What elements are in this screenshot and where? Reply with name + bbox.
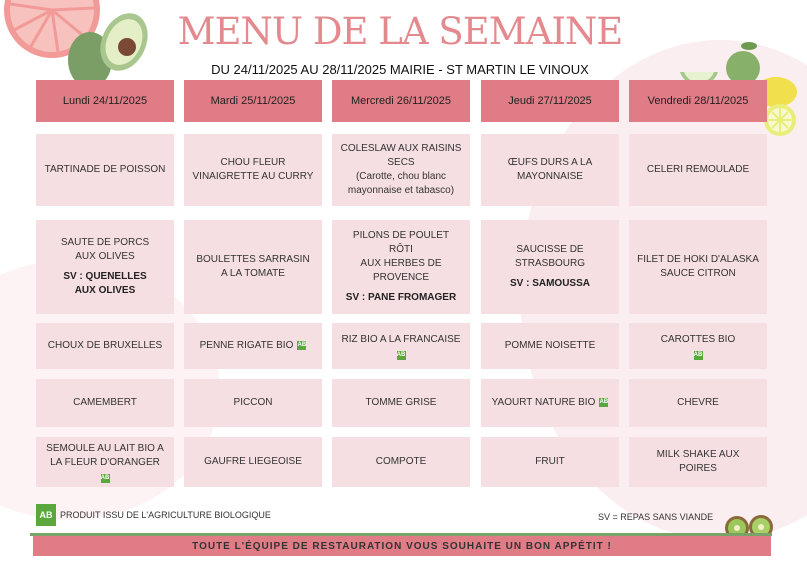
starter-cell — [629, 134, 767, 206]
dish-label: PICCON — [233, 397, 273, 408]
main-cell — [629, 220, 767, 314]
vegetarian-alternative: SV : PANE FROMAGER — [345, 292, 457, 303]
cheese-cell — [184, 379, 322, 427]
vegetarian-alternative: SV : QUENELLES AUX OLIVES — [63, 271, 147, 296]
dish-label: CHEVRE — [677, 397, 719, 408]
cheese-cell — [629, 379, 767, 427]
organic-logo-icon: AB — [36, 504, 56, 526]
dish-label: MILK SHAKE AUX POIRES — [656, 449, 740, 474]
dish-label: COLESLAW AUX RAISINS SECS (Carotte, chou blanc mayonnaise et tabasco) — [340, 143, 462, 196]
dessert-cell — [184, 437, 322, 487]
dish-label: CAROTTES BIO — [660, 333, 736, 345]
day-header: Mercredi 26/11/2025 — [332, 80, 470, 122]
side-cell — [629, 323, 767, 369]
vegetarian-alternative: SV : SAMOUSSA — [509, 278, 590, 289]
dish-label: CAMEMBERT — [73, 397, 137, 408]
cheese-cell — [481, 379, 619, 427]
dish-label: POMME NOISETTE — [504, 340, 596, 351]
dish-label: FRUIT — [535, 456, 565, 467]
dish-label: PENNE RIGATE BIO — [199, 340, 294, 351]
main-cell — [184, 220, 322, 314]
starter-cell — [36, 134, 174, 206]
main-cell — [36, 220, 174, 314]
avocado-icon — [64, 8, 154, 88]
footer-banner: TOUTE L'ÉQUIPE DE RESTAURATION VOUS SOUHAITE UN BON APPÉTIT ! — [33, 536, 771, 556]
page-subtitle: DU 24/11/2025 AU 28/11/2025 MAIRIE - ST MARTIN LE VINOUX — [211, 62, 589, 77]
cheese-cell — [332, 379, 470, 427]
organic-label-icon: AB — [693, 351, 703, 358]
dish-label: SEMOULE AU LAIT BIO A LA FLEUR D'ORANGER — [46, 442, 164, 468]
organic-label-icon: AB — [599, 398, 609, 405]
day-header: Jeudi 27/11/2025 — [481, 80, 619, 122]
day-header: Mardi 25/11/2025 — [184, 80, 322, 122]
cheese-cell — [36, 379, 174, 427]
dish-label: RIZ BIO A LA FRANCAISE — [341, 333, 461, 345]
dish-label: CHOUX DE BRUXELLES — [47, 340, 163, 351]
dessert-cell — [332, 437, 470, 487]
day-header: Vendredi 28/11/2025 — [629, 80, 767, 122]
day-header: Lundi 24/11/2025 — [36, 80, 174, 122]
dish-label: ŒUFS DURS A LA MAYONNAISE — [507, 157, 593, 182]
sv-legend: SV = REPAS SANS VIANDE — [598, 512, 714, 522]
page-title: MENU DE LA SEMAINE — [177, 10, 623, 53]
dish-label: TOMME GRISE — [365, 397, 437, 408]
starter-cell — [184, 134, 322, 206]
dish-label: FILET DE HOKI D'ALASKA SAUCE CITRON — [637, 254, 759, 279]
organic-legend — [36, 504, 271, 526]
main-cell — [481, 220, 619, 314]
dessert-cell — [36, 437, 174, 487]
dish-label: TARTINADE DE POISSON — [44, 164, 166, 175]
dish-label: CELERI REMOULADE — [646, 164, 750, 175]
dish-label: GAUFRE LIEGEOISE — [204, 456, 302, 467]
organic-label-icon: AB — [100, 474, 110, 481]
dish-label: SAUTE DE PORCS AUX OLIVES — [60, 237, 150, 262]
side-cell — [36, 323, 174, 369]
dessert-cell — [629, 437, 767, 487]
side-cell — [481, 323, 619, 369]
main-cell — [332, 220, 470, 314]
dish-label: YAOURT NATURE BIO — [491, 397, 596, 408]
organic-label-icon: AB — [297, 341, 307, 348]
starter-cell — [481, 134, 619, 206]
organic-legend-text: PRODUIT ISSU DE L'AGRICULTURE BIOLOGIQUE — [60, 510, 271, 520]
dish-label: SAUCISSE DE STRASBOURG — [514, 244, 585, 269]
organic-label-icon: AB — [396, 351, 406, 358]
side-cell — [184, 323, 322, 369]
starter-cell — [332, 134, 470, 206]
dish-label: PILONS DE POULET RÔTI AUX HERBES DE PROVENCE — [352, 230, 450, 283]
dessert-cell — [481, 437, 619, 487]
dish-label: CHOU FLEUR VINAIGRETTE AU CURRY — [192, 157, 314, 182]
side-cell — [332, 323, 470, 369]
dish-label: COMPOTE — [375, 456, 427, 467]
dish-label: BOULETTES SARRASIN A LA TOMATE — [196, 254, 310, 279]
